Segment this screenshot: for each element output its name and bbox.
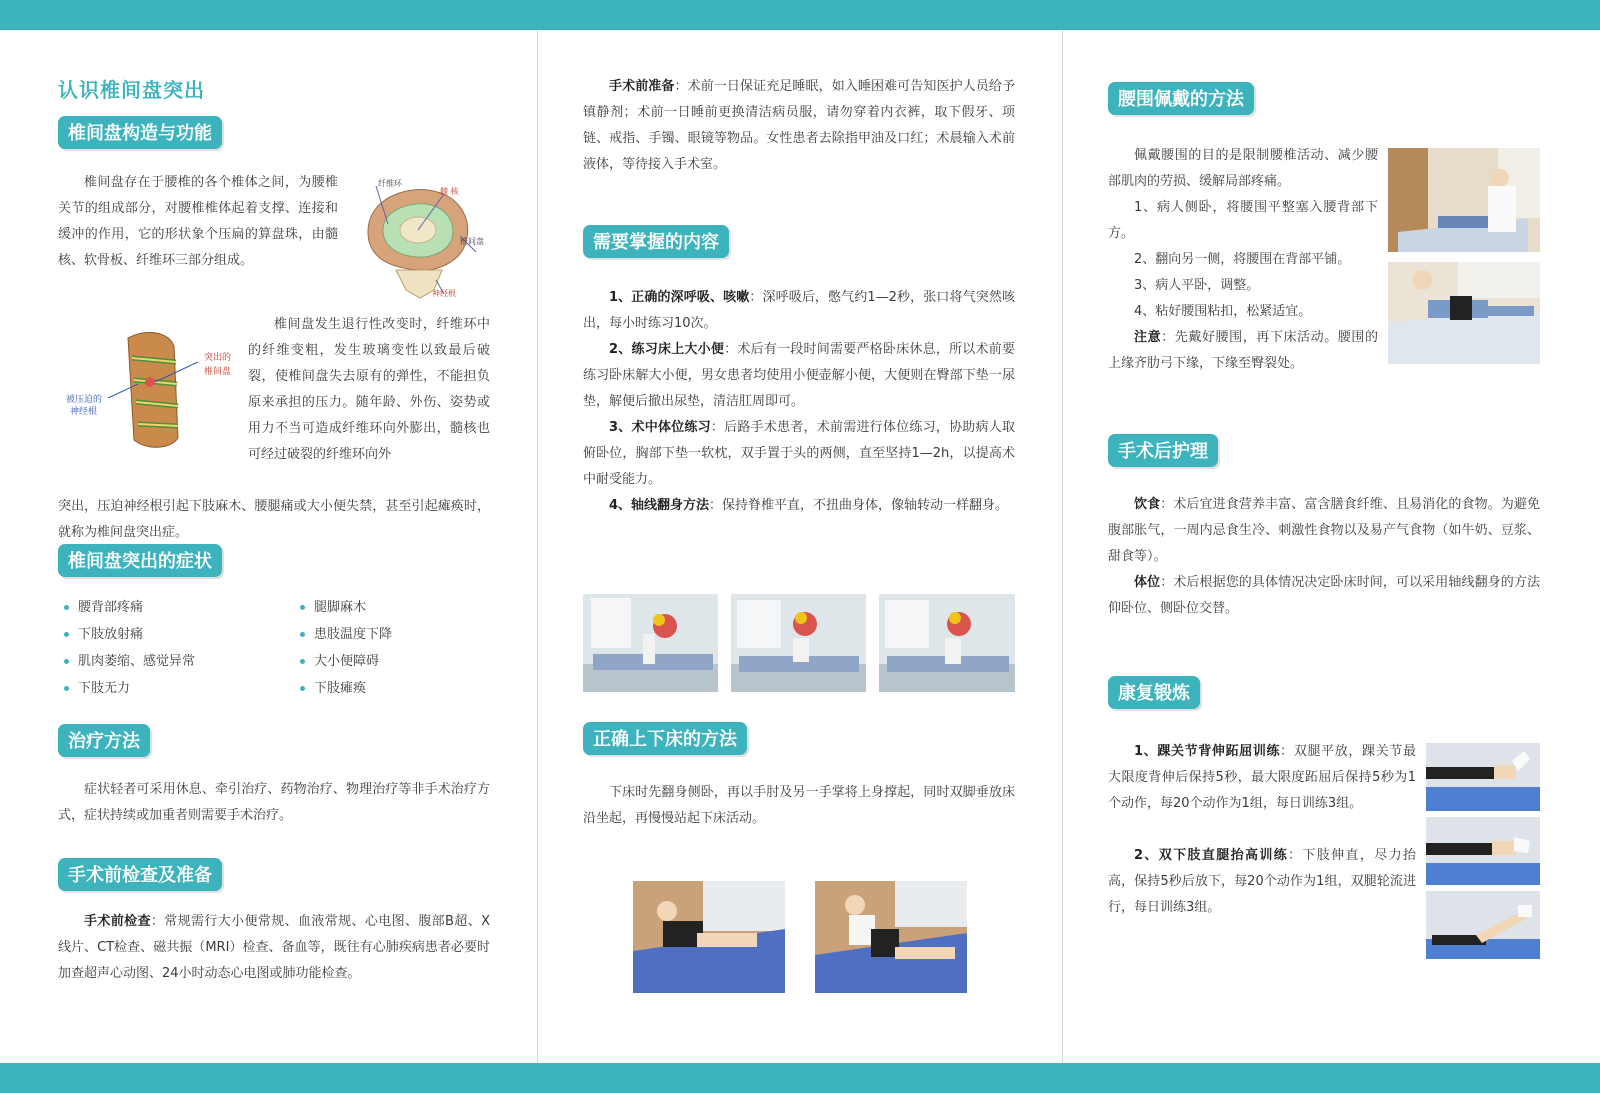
bold-lead: 手术前准备 — [609, 79, 675, 94]
master-item-2: 2、练习床上大小便：术后有一段时间需要严格卧床休息，所以术前要练习卧床解大小便，男女患者均使用小便壶解小便，大便则在臀部下垫一尿垫，解便后撤出尿垫，清洁肛周即可。 — [583, 342, 1015, 409]
paragraph-postop-diet: 饮食：术后宜进食营养丰富、富含膳食纤维、且易消化的食物。为避免腹部胀气，一周内忌食生冷、刺激性食物以及易产气食物（如牛奶、豆浆、甜食等）。 — [1108, 497, 1540, 564]
paragraph-degeneration-cont: 突出，压迫神经根引起下肢麻木、腰腿痛或大小便失禁，甚至引起瘫痪时，就称为椎间盘突出症。 — [58, 499, 490, 540]
master-item-3: 3、术中体位练习：后路手术患者，术前需进行体位练习，协助病人取俯卧位，胸部下垫一软枕，双手置于头的两侧，直至坚持1—2h，以提高术中耐受能力。 — [583, 420, 1015, 487]
photo-rehab-ankle-2 — [1426, 817, 1540, 885]
list-item: 腿脚麻木 — [298, 594, 488, 621]
photo-rehab-ankle — [1426, 743, 1540, 811]
paragraph-preop-prep: 手术前准备：术前一日保证充足睡眠，如入睡困难可告知医护人员给予镇静剂；术前一日睡前更换清洁病员服，请勿穿着内衣裤，取下假牙、项链、戒指、手镯、眼镜等物品。女性患者去除指甲油及口红；术晨输入术前液体，等待接入手术室。 — [583, 79, 1015, 172]
paragraph-rehab-2: 2、双下肢直腿抬高训练：下肢伸直，尽力抬高，保持5秒后放下，每20个动作为1组，双腿轮流进行，每日训练3组。 — [1108, 848, 1416, 915]
list-item: 下肢瘫痪 — [298, 675, 488, 702]
paragraph-treatment: 症状轻者可采用休息、牵引治疗、药物治疗、物理治疗等非手术治疗方式，症状持续或加重者则需要手术治疗。 — [58, 782, 490, 823]
diagram-label: 椎间盘 — [460, 237, 484, 246]
section-title-structure: 椎间盘构造与功能 — [58, 116, 222, 149]
diagram-label: 神经根 — [70, 407, 98, 417]
section-title-treatment: 治疗方法 — [58, 724, 150, 757]
bold-lead: 手术前检查 — [84, 914, 151, 929]
diagram-label: 神经根 — [432, 289, 456, 298]
paragraph-degeneration: 椎间盘发生退行性改变时，纤维环中的纤维变粗，发生玻璃变性以致最后破裂，使椎间盘失去原有的弹性，不能担负原来承担的压力。随年龄、外伤、姿势或用力不当可造成纤维环向外膨出，髓核也可经过破裂的纤维环向外 — [248, 317, 490, 462]
section-title-preop: 手术前检查及准备 — [58, 858, 222, 891]
photo-turning-3 — [879, 594, 1015, 692]
belt-step-4: 4、粘好腰围粘扣，松紧适宜。 — [1134, 304, 1312, 319]
disc-cross-section-diagram — [348, 172, 490, 302]
photo-turning-1 — [583, 594, 718, 692]
symptom-list-right — [298, 594, 488, 702]
section-title-postop: 手术后护理 — [1108, 434, 1218, 467]
list-item: 肌肉萎缩、感觉异常 — [62, 648, 282, 675]
belt-step-2: 2、翻向另一侧，将腰围在背部平铺。 — [1134, 252, 1351, 267]
photo-belt-2 — [1388, 262, 1540, 364]
paragraph-preop-exam: 手术前检查：常规需行大小便常规、血液常规、心电图、腹部B超、X线片、CT检查、磁共振（MRI）检查、备血等，既往有心肺疾病患者必要时加查超声心动图、24小时动态心电图或肺功能检查。 — [58, 914, 490, 981]
paragraph-bed: 下床时先翻身侧卧，再以手肘及另一手掌将上身撑起，同时双脚垂放床沿坐起，再慢慢站起下床活动。 — [583, 785, 1015, 826]
master-item-4: 4、轴线翻身方法：保持脊椎平直，不扭曲身体，像轴转动一样翻身。 — [609, 498, 1009, 513]
top-band — [0, 0, 1600, 30]
photo-belt-1 — [1388, 148, 1540, 252]
herniated-disc-diagram — [58, 318, 238, 458]
paragraph-structure: 椎间盘存在于腰椎的各个椎体之间，为腰椎关节的组成部分，对腰椎椎体起着支撑、连接和缓冲的作用，它的形状象个压扁的算盘珠，由髓核、软骨板、纤维环三部分组成。 — [58, 175, 338, 268]
paragraph-belt-intro: 佩戴腰围的目的是限制腰椎活动、减少腰部肌肉的劳损、缓解局部疼痛。 — [1108, 148, 1378, 189]
diagram-label: 椎间盘 — [204, 367, 232, 377]
diagram-label: 纤维环 — [378, 179, 402, 188]
list-item: 腰背部疼痛 — [62, 594, 282, 621]
symptom-list-left — [62, 594, 282, 702]
panel-right — [1108, 30, 1540, 1063]
fold-line — [537, 30, 538, 1063]
photo-bed-1 — [633, 881, 785, 993]
bottom-band — [0, 1063, 1600, 1093]
section-title-master: 需要掌握的内容 — [583, 225, 729, 258]
belt-step-1: 1、病人侧卧，将腰围平整塞入腰背部下方。 — [1108, 200, 1378, 241]
page-title: 认识椎间盘突出 — [58, 78, 205, 102]
belt-note: 注意：先戴好腰围，再下床活动。腰围的上缘齐肋弓下缘，下缘至臀裂处。 — [1108, 330, 1378, 371]
panel-middle — [583, 30, 1015, 1063]
photo-turning-2 — [731, 594, 866, 692]
section-title-bed: 正确上下床的方法 — [583, 722, 747, 755]
list-item: 患肢温度下降 — [298, 621, 488, 648]
list-item: 下肢无力 — [62, 675, 282, 702]
fold-line — [1062, 30, 1063, 1063]
paragraph-postop-position: 体位：术后根据您的具体情况决定卧床时间，可以采用轴线翻身的方法仰卧位、侧卧位交替。 — [1108, 575, 1540, 616]
master-item-1: 1、正确的深呼吸、咳嗽：深呼吸后，憋气约1—2秒，张口将气突然咳出，每小时练习10次。 — [583, 290, 1016, 331]
belt-step-3: 3、病人平卧，调整。 — [1134, 278, 1260, 293]
section-title-symptoms: 椎间盘突出的症状 — [58, 544, 222, 577]
diagram-label: 被压迫的 — [66, 395, 103, 405]
list-item: 下肢放射痛 — [62, 621, 282, 648]
paragraph-rehab-1: 1、踝关节背伸跖屈训练：双腿平放，踝关节最大限度背伸后保持5秒，最大限度跖屈后保持5秒为1个动作，每20个动作为1组，每日训练3组。 — [1108, 744, 1416, 811]
panel-left — [58, 30, 490, 1063]
photo-rehab-leg-raise — [1426, 891, 1540, 959]
diagram-label: 髓 核 — [440, 187, 459, 196]
diagram-label: 突出的 — [204, 353, 232, 363]
photo-bed-2 — [815, 881, 967, 993]
section-title-belt: 腰围佩戴的方法 — [1108, 82, 1254, 115]
section-title-rehab: 康复锻炼 — [1108, 676, 1200, 709]
list-item: 大小便障碍 — [298, 648, 488, 675]
